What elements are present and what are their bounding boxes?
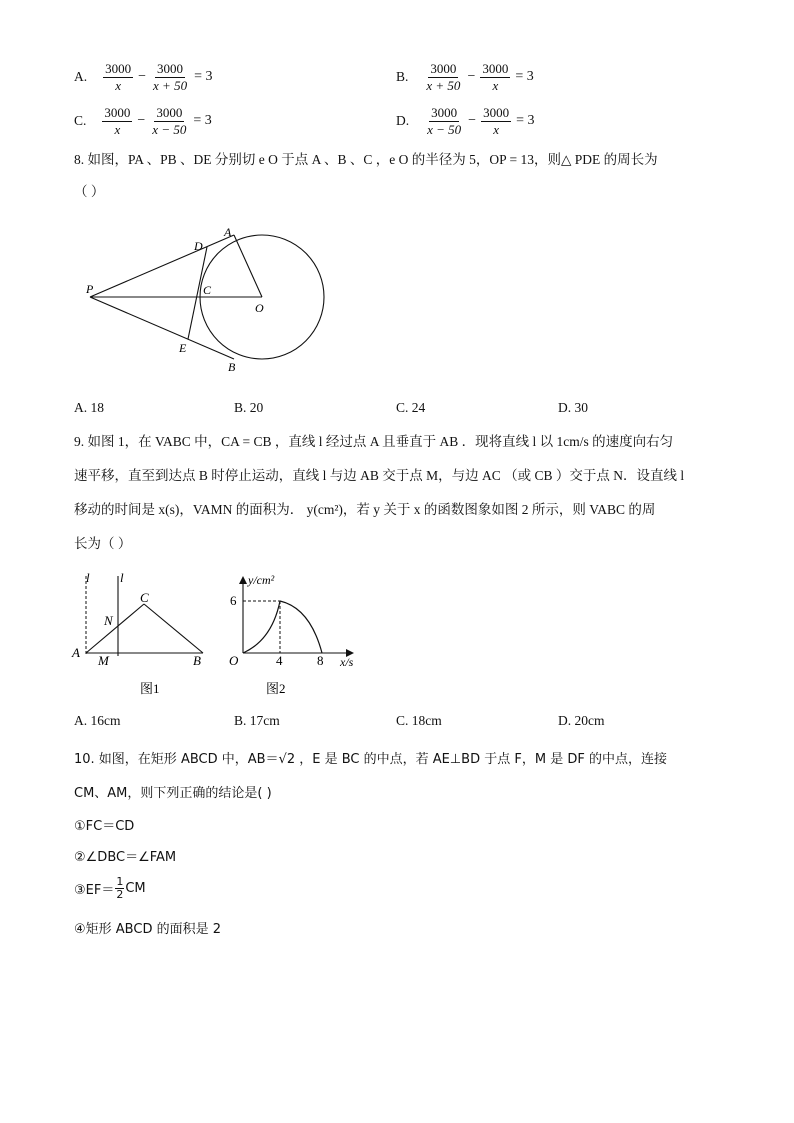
- denominator: x + 50: [153, 77, 188, 93]
- q10-stem-line2: CM、AM，则下列正确的结论是( ): [74, 786, 272, 801]
- numerator: 3000: [431, 105, 458, 120]
- denominator: x − 50: [152, 121, 187, 137]
- fraction: [150, 106, 188, 136]
- label-c: C: [140, 590, 149, 605]
- tangent-pb: [90, 297, 234, 359]
- option-label: D.: [396, 113, 410, 129]
- equals-rhs: = 3: [515, 69, 534, 85]
- label-n: N: [104, 613, 113, 628]
- denominator: x − 50: [427, 121, 462, 137]
- q9-figure-2-graph: [224, 566, 370, 701]
- q9-option-b: B. 17cm: [234, 713, 280, 728]
- numerator: 3000: [430, 61, 457, 76]
- denominator: x: [493, 121, 499, 137]
- label-b: B: [228, 360, 236, 374]
- fraction: [424, 62, 462, 92]
- option-label: C.: [74, 113, 87, 129]
- numerator: 1: [116, 875, 124, 888]
- option-label: B.: [396, 69, 409, 85]
- radius-oa: [234, 235, 262, 297]
- q9-option-d: D. 20cm: [558, 713, 605, 728]
- figure2-caption: 图2: [266, 681, 286, 696]
- denominator: x: [115, 77, 122, 93]
- tick-x4: 4: [276, 653, 283, 668]
- tick-y6: 6: [230, 593, 237, 608]
- numerator: 3000: [483, 105, 510, 120]
- minus-sign: −: [138, 69, 147, 85]
- q7-option-a: [74, 62, 215, 92]
- tangent-pa: [90, 235, 234, 297]
- label-l2: l: [120, 570, 124, 585]
- q7-option-d: [396, 106, 537, 136]
- q10-statement-2: ②∠DBC＝∠FAM: [74, 850, 177, 865]
- q9-stem-line1: 9. 如图 1，在 VABC 中，CA = CB ，直线 l 经过点 A 且垂直于 AB ．现将直线 l 以 1cm/s 的速度向右匀: [74, 434, 674, 449]
- label-e: E: [179, 341, 187, 355]
- q7-option-c: [74, 106, 215, 136]
- fraction: [151, 62, 189, 92]
- fraction: [481, 106, 511, 136]
- statement-3-prefix: ③EF＝: [74, 882, 115, 898]
- q8-option-a: A. 18: [74, 400, 104, 415]
- side-ac: [86, 604, 144, 653]
- q8-option-d: D. 30: [558, 400, 588, 415]
- numerator: 3000: [482, 61, 509, 76]
- equals-rhs: = 3: [193, 113, 212, 129]
- half-fraction: [115, 876, 124, 900]
- numerator: 3000: [157, 61, 184, 76]
- q10-statement-1: ①FC＝CD: [74, 819, 135, 834]
- q10-statement-4: ④矩形 ABCD 的面积是 2: [74, 922, 221, 937]
- q9-option-a: A. 16cm: [74, 713, 121, 728]
- label-b: B: [193, 653, 201, 668]
- equals-rhs: = 3: [516, 113, 535, 129]
- minus-sign: −: [137, 113, 146, 129]
- figure1-caption: 图1: [140, 681, 160, 696]
- numerator: 3000: [156, 105, 183, 120]
- denominator: x: [492, 77, 499, 93]
- q9-figure-1: [68, 566, 218, 701]
- y-axis-label: y/cm²: [248, 573, 275, 587]
- denominator: x + 50: [426, 77, 461, 93]
- fraction: [480, 62, 510, 92]
- option-label: A.: [74, 69, 88, 85]
- label-a: A: [224, 225, 232, 239]
- q8-circle-tangent-figure: [74, 218, 344, 383]
- fraction: [103, 62, 133, 92]
- side-cb: [144, 604, 203, 653]
- q10-stem-line1: 10. 如图，在矩形 ABCD 中，AB＝√2 ，E 是 BC 的中点，若 AE⊥BD 于点 F，M 是 DF 的中点，连接: [74, 752, 667, 767]
- q8-stem-line1: 8. 如图，PA 、PB 、DE 分别切 e O 于点 A 、B 、C ，e O 的半径为 5，OP = 13，则△ PDE 的周长为: [74, 152, 658, 167]
- curve-rising: [243, 601, 280, 653]
- label-l1: l: [86, 570, 90, 585]
- label-p: P: [86, 282, 94, 296]
- tick-x8: 8: [317, 653, 324, 668]
- fraction: [102, 106, 132, 136]
- y-axis-arrow: [239, 576, 247, 584]
- fraction: [425, 106, 463, 136]
- label-d: D: [194, 239, 203, 253]
- q7-option-b: [396, 62, 537, 92]
- numerator: 3000: [104, 105, 131, 120]
- minus-sign: −: [467, 69, 476, 85]
- minus-sign: −: [468, 113, 477, 129]
- q9-stem-line2: 速平移，直至到达点 B 时停止运动，直线 l 与边 AB 交于点 M，与边 AC （或 CB ）交于点 N．设直线 l: [74, 468, 685, 483]
- q10-statement-3: [74, 876, 146, 900]
- statement-3-suffix: CM: [125, 880, 146, 896]
- q9-stem-line4: 长为（ ）: [74, 536, 132, 551]
- label-o: O: [255, 301, 264, 315]
- numerator: 3000: [105, 61, 132, 76]
- label-c: C: [203, 283, 212, 297]
- q9-stem-line3: 移动的时间是 x(s)，VAMN 的面积为． y(cm²)，若 y 关于 x 的函数图象如图 2 所示，则 VABC 的周: [74, 502, 656, 517]
- denominator: x: [114, 121, 121, 137]
- q8-option-c: C. 24: [396, 400, 426, 415]
- origin-label: O: [229, 653, 239, 668]
- x-axis-label: x/s: [340, 655, 354, 669]
- label-m: M: [98, 653, 109, 668]
- curve-falling: [280, 601, 322, 653]
- denominator: 2: [116, 887, 124, 901]
- equals-rhs: = 3: [194, 69, 213, 85]
- q8-option-b: B. 20: [234, 400, 264, 415]
- q8-stem-line2: （ ）: [74, 184, 105, 199]
- q9-option-c: C. 18cm: [396, 713, 442, 728]
- label-a: A: [72, 645, 80, 660]
